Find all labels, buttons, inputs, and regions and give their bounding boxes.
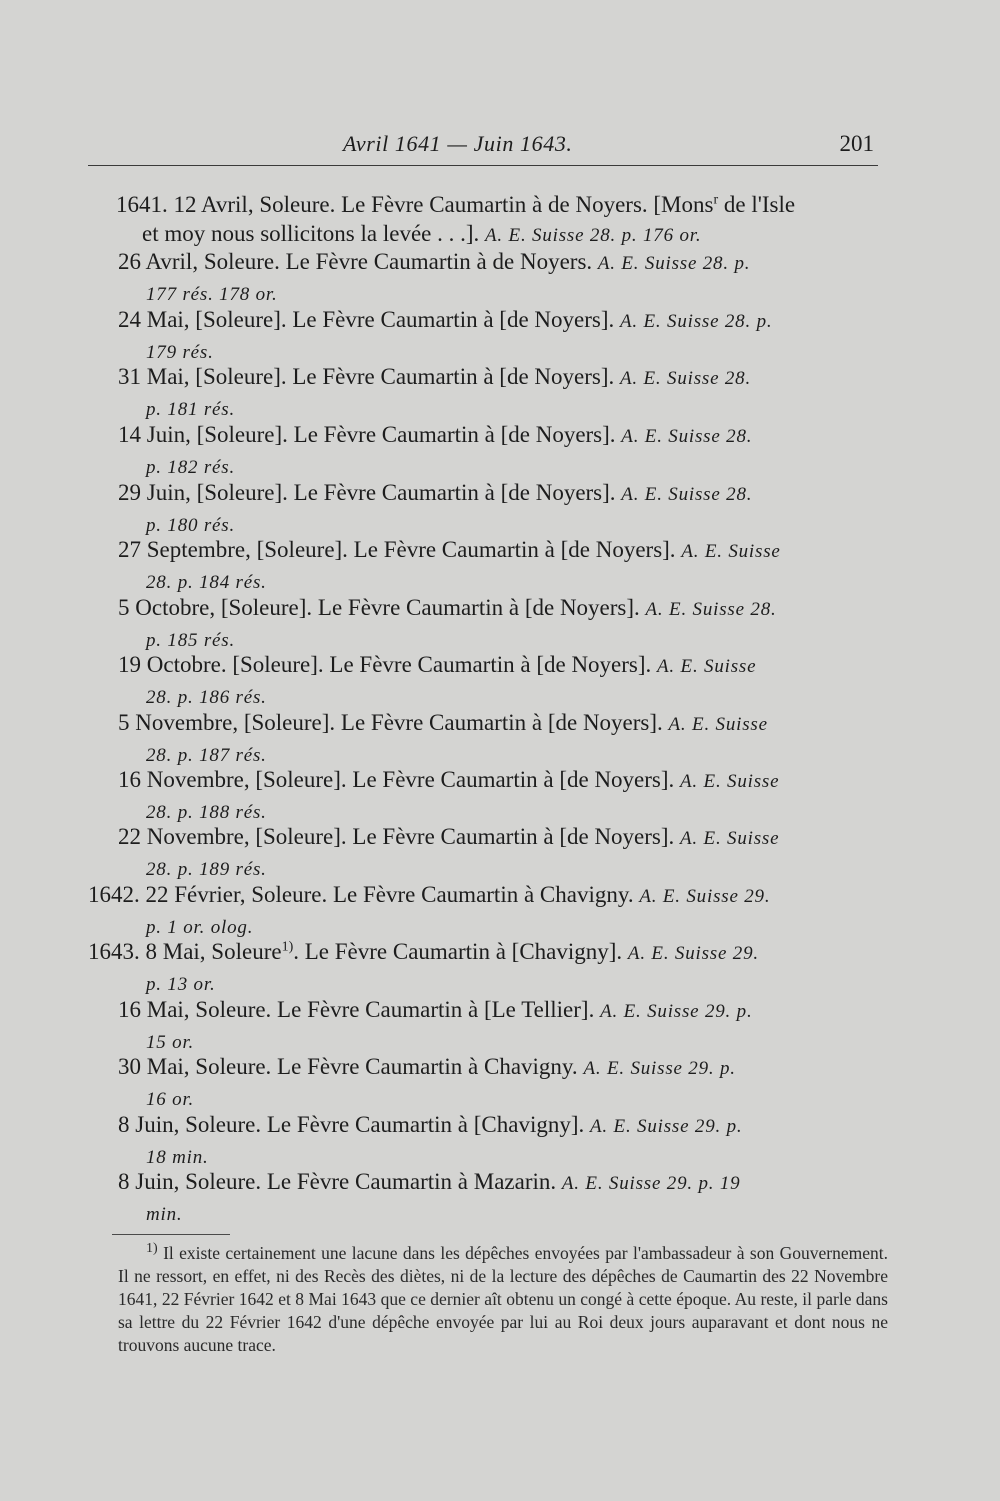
archive-reference: 15 or.	[146, 1032, 195, 1053]
footnote-mark: 1)	[146, 1241, 158, 1257]
entry	[118, 822, 846, 884]
archive-reference: 28. p. 189 rés.	[146, 859, 267, 880]
footnote-mark: 1)	[281, 939, 294, 955]
entry	[118, 765, 846, 827]
entry-text: 24 Mai, [Soleure]. Le Fèvre Caumartin à [de Noyers].	[118, 307, 621, 332]
entry-text: 8 Juin, Soleure. Le Fèvre Caumartin à Mazarin.	[118, 1169, 562, 1194]
entry-text: 1643. 8 Mai, Soleure	[88, 939, 282, 964]
archive-reference: A. E. Suisse 29. p.	[590, 1116, 743, 1137]
entry	[118, 305, 846, 367]
archive-reference: A. E. Suisse	[680, 828, 780, 849]
footnote	[118, 1242, 888, 1357]
archive-reference: 28. p. 186 rés.	[146, 687, 267, 708]
archive-reference: p. 1 or. olog.	[146, 917, 254, 938]
archive-reference: A. E. Suisse	[680, 771, 780, 792]
page-number: 201	[839, 131, 874, 156]
archive-reference: A. E. Suisse 29. p.	[600, 1001, 753, 1022]
archive-reference: p. 185 rés.	[146, 630, 236, 651]
archive-reference: A. E. Suisse	[657, 656, 757, 677]
entry-text: 1641. 12 Avril, Soleure. Le Fèvre Caumartin à de Noyers. [Mons	[116, 192, 714, 217]
entry	[118, 1167, 846, 1229]
entry-text: 31 Mai, [Soleure]. Le Fèvre Caumartin à [de Noyers].	[118, 364, 621, 389]
entry	[118, 708, 846, 770]
archive-reference: 179 rés.	[146, 342, 214, 363]
entry	[118, 1110, 846, 1172]
archive-reference: A. E. Suisse 29.	[639, 886, 771, 907]
superscript: r	[713, 192, 719, 208]
archive-reference: A. E. Suisse 28.	[620, 368, 752, 389]
entry-text: 16 Novembre, [Soleure]. Le Fèvre Caumartin à [de Noyers].	[118, 767, 681, 792]
entry-text: 1642. 22 Février, Soleure. Le Fèvre Caumartin à Chavigny.	[88, 882, 640, 907]
entry	[88, 880, 816, 942]
archive-reference: 28. p. 188 rés.	[146, 802, 267, 823]
archive-reference: A. E. Suisse 28.	[621, 484, 753, 505]
entry	[118, 420, 846, 482]
entry	[118, 247, 846, 309]
entry-text: 29 Juin, [Soleure]. Le Fèvre Caumartin à [de Noyers].	[118, 480, 622, 505]
entry-text: 16 Mai, Soleure. Le Fèvre Caumartin à [Le Tellier].	[118, 997, 601, 1022]
entry	[118, 1052, 846, 1114]
archive-reference: A. E. Suisse 28.	[621, 426, 753, 447]
archive-reference: A. E. Suisse	[681, 541, 781, 562]
archive-reference: 28. p. 184 rés.	[146, 572, 267, 593]
entry-text: 26 Avril, Soleure. Le Fèvre Caumartin à de Noyers.	[118, 249, 598, 274]
running-head	[88, 128, 876, 162]
archive-reference: A. E. Suisse 29. p. 19	[561, 1173, 741, 1194]
entry-text: 22 Novembre, [Soleure]. Le Fèvre Caumartin à [de Noyers].	[118, 824, 681, 849]
archive-reference: p. 13 or.	[146, 974, 216, 995]
footnote-rule	[112, 1234, 230, 1235]
archive-reference: 177 rés. 178 or.	[146, 284, 278, 305]
archive-reference: A. E. Suisse	[668, 714, 768, 735]
entry	[118, 535, 846, 597]
running-title: Avril 1641 — Juin 1643.	[343, 131, 573, 156]
archive-reference: 16 or.	[146, 1089, 195, 1110]
entry-text: 5 Novembre, [Soleure]. Le Fèvre Caumartin à [de Noyers].	[118, 710, 669, 735]
entry	[116, 190, 844, 250]
entry-text: 8 Juin, Soleure. Le Fèvre Caumartin à [Chavigny].	[118, 1112, 591, 1137]
archive-reference: A. E. Suisse 29.	[627, 943, 759, 964]
entry	[118, 995, 846, 1057]
entry-text: 27 Septembre, [Soleure]. Le Fèvre Caumartin à [de Noyers].	[118, 537, 682, 562]
entry-text: 19 Octobre. [Soleure]. Le Fèvre Caumartin à [de Noyers].	[118, 652, 658, 677]
archive-reference: A. E. Suisse 28.	[645, 599, 777, 620]
archive-reference: A. E. Suisse 28. p.	[620, 311, 773, 332]
archive-reference: 28. p. 187 rés.	[146, 745, 267, 766]
archive-reference: p. 181 rés.	[146, 399, 236, 420]
entry	[88, 937, 816, 999]
entry-text: 14 Juin, [Soleure]. Le Fèvre Caumartin à [de Noyers].	[118, 422, 622, 447]
archive-reference: min.	[146, 1204, 183, 1225]
archive-reference: A. E. Suisse 28. p.	[597, 253, 751, 274]
archive-reference: p. 182 rés.	[146, 457, 236, 478]
entry	[118, 650, 846, 712]
entry-text: et moy nous sollicitons la levée . . .].	[142, 221, 486, 246]
footnote-text: Il existe certainement une lacune dans les dépêches envoyées par l'ambassadeur à son Gouvernement. Il ne ressort, en effet, ni des Recès des diètes, ni de la lecture des dépêches de Caumartin des 22 Novembre 1641, 22 Février 1642 et 8 Mai 1643 que ce dernier aît obtenu un congé à cette époque. Au reste, il parle dans sa lettre du 22 Février 1642 d'une dépêche envoyée par lui au Roi deux jours auparavant et dont nous ne trouvons aucune trace.	[118, 1243, 888, 1355]
entry-text: 30 Mai, Soleure. Le Fèvre Caumartin à Chavigny.	[118, 1054, 584, 1079]
entry-text: . Le Fèvre Caumartin à [Chavigny].	[293, 939, 628, 964]
archive-reference: 18 min.	[146, 1147, 209, 1168]
archive-reference: p. 180 rés.	[146, 515, 236, 536]
header-rule	[88, 165, 878, 166]
entry	[118, 362, 846, 424]
archive-reference: A. E. Suisse 29. p.	[583, 1058, 736, 1079]
entry-text: 5 Octobre, [Soleure]. Le Fèvre Caumartin à [de Noyers].	[118, 595, 646, 620]
entry	[118, 593, 846, 655]
archive-reference: A. E. Suisse 28. p. 176 or.	[485, 225, 702, 246]
entry-text: de l'Isle	[718, 192, 796, 217]
entry	[118, 478, 846, 540]
